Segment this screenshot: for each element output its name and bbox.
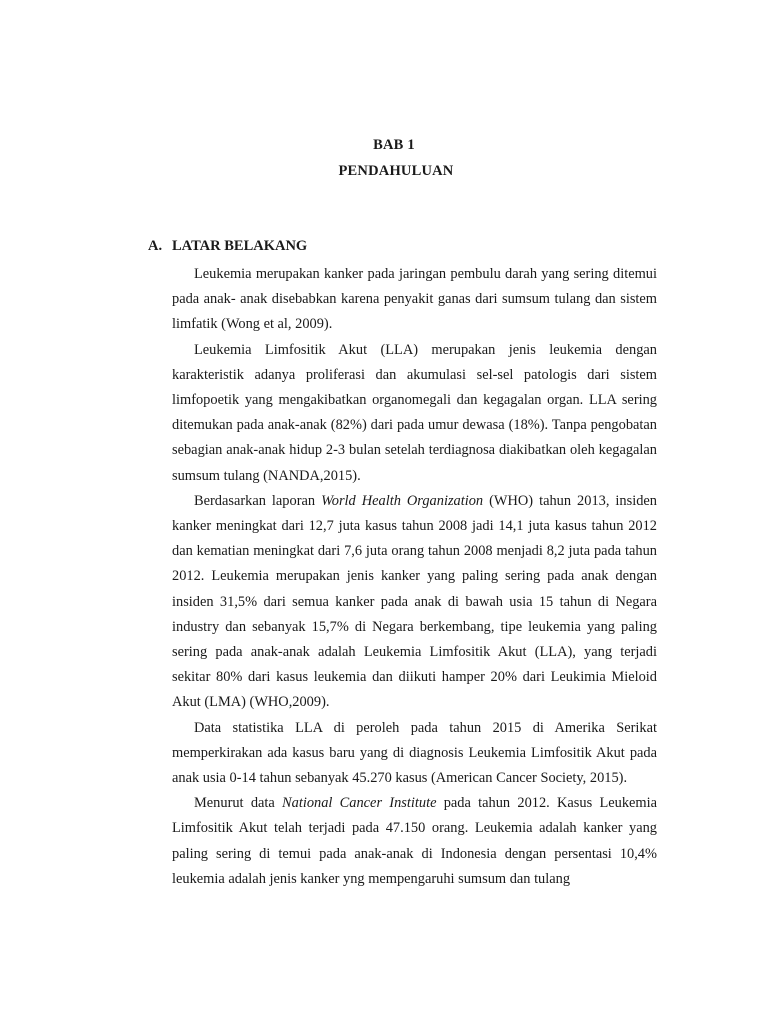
paragraph-1: Leukemia merupakan kanker pada jaringan pembulu darah yang sering ditemui pada anak- anak disebabkan karena penyakit ganas dari sumsum tulang dan sistem limfatik (Wong et al, 2009). — [172, 266, 657, 333]
paragraph-3-rest: (WHO) tahun 2013, insiden kanker meningkat dari 12,7 juta kasus tahun 2008 jadi 14,1 juta kasus tahun 2012 dan kematian meningkat dari 7,6 juta orang tahun 2008 menjadi 8,2 juta pada tahun 2012. Leukemia merupakan jenis kanker yang paling sering pada anak dengan insiden 31,5% dari semua kanker pada anak di bawah usia 15 tahun di Negara industry dan sebanyak 15,7% di Negara berkembang, tipe leukemia yang paling sering pada anak-anak adalah Leukemia Limfositik Akut (LLA), yang terjadi sekitar 80% dari kasus leukemia dan diikuti hamper 20% dari Leukimia Mieloid Akut (LMA) (WHO,2009). — [172, 492, 657, 711]
paragraph-5-italic: National Cancer Institute — [282, 795, 437, 812]
paragraph-3-italic: World Health Organization — [321, 492, 484, 509]
chapter-number: BAB 1 — [373, 137, 415, 153]
paragraph-3 — [172, 489, 657, 716]
chapter-title: PENDAHULUAN — [338, 163, 454, 179]
paragraph-5 — [172, 791, 657, 892]
paragraph-5-rest: pada tahun 2012. Kasus Leukemia Limfositik Akut telah terjadi pada 47.150 orang. Leukemia adalah kanker yang paling sering di temui pada anak-anak di Indonesia dengan persentasi 10,4% leukemia adalah jenis kanker yng mempengaruhi sumsum dan tulang — [172, 795, 657, 887]
paragraph-5-lead: Menurut data — [194, 795, 283, 812]
paragraph-2: Leukemia Limfositik Akut (LLA) merupakan jenis leukemia dengan karakteristik adanya proliferasi dan akumulasi sel-sel patologis dari sistem limfopoetik yang mengakibatkan organomegali dan kegagalan organ. LLA sering ditemukan pada anak-anak (82%) dari pada umur dewasa (18%). Tanpa pengobatan sebagian anak-anak hidup 2-3 bulan setelah terdiagnosa diakibatkan oleh kegagalan sumsum tulang (NANDA,2015). — [172, 341, 657, 484]
section-heading — [148, 238, 307, 255]
paragraph-3-lead: Berdasarkan laporan — [194, 492, 322, 509]
section-letter: A. — [148, 238, 163, 254]
section-title: LATAR BELAKANG — [172, 238, 308, 254]
body-text — [172, 262, 657, 892]
paragraph-4: Data statistika LLA di peroleh pada tahun 2015 di Amerika Serikat memperkirakan ada kasus baru yang di diagnosis Leukemia Limfositik Akut pada anak usia 0-14 tahun sebanyak 45.270 kasus (American Cancer Society, 2015). — [172, 719, 657, 787]
